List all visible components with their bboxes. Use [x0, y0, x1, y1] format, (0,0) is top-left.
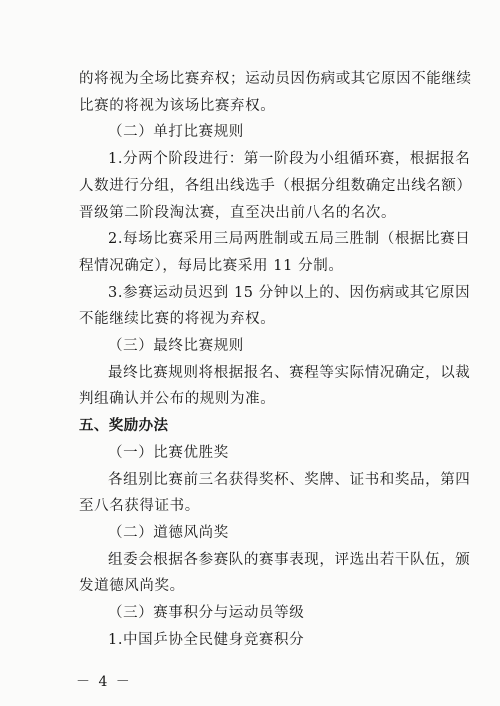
body-line-13: 判组确认并公布的规则为准。 [79, 391, 276, 408]
subheading-points-and-levels: （三）赛事积分与运动员等级 [108, 605, 305, 621]
body-line-19: 组委会根据各参赛队的赛事表现，评选出若干队伍，颁 [108, 551, 471, 568]
body-line-10: 不能继续比赛的将视为弃权。 [79, 311, 276, 328]
body-line-9: 3.参赛运动员迟到 15 分钟以上的、因伤病或其它原因 [108, 284, 471, 301]
body-line-12: 最终比赛规则将根据报名、赛程等实际情况确定，以裁 [108, 364, 471, 381]
body-line-1: 的将视为全场比赛弃权；运动员因伤病或其它原因不能继续 [79, 71, 472, 87]
subheading-sportsmanship-award: （二）道德风尚奖 [108, 524, 229, 541]
body-line-4: 1.分两个阶段进行：第一阶段为小组循环赛，根据报名 [108, 151, 471, 168]
body-line-6: 晋级第二阶段淘汰赛，直至决出前八名的名次。 [79, 204, 397, 221]
body-line-20: 发道德风尚奖。 [79, 578, 185, 595]
body-line-5: 人数进行分组，各组出线选手（根据分组数确定出线名额） [79, 177, 472, 194]
body-line-17: 至八名获得证书。 [79, 498, 200, 515]
body-line-7: 2.每场比赛采用三局两胜制或五局三胜制（根据比赛日 [108, 231, 471, 248]
subheading-singles-rules: （二）单打比赛规则 [108, 124, 244, 141]
subheading-winner-award: （一）比赛优胜奖 [108, 444, 229, 461]
body-line-16: 各组别比赛前三名获得奖杯、奖牌、证书和奖品，第四 [108, 471, 471, 488]
subheading-final-rules: （三）最终比赛规则 [108, 338, 244, 354]
body-line-8: 程情况确定），每局比赛采用 11 分制。 [79, 257, 344, 274]
body-line-2: 比赛的将视为该场比赛弃权。 [79, 97, 276, 114]
section-heading-rewards: 五、奖励办法 [79, 418, 169, 435]
page-number: － 4 － [76, 674, 132, 691]
body-line-22: 1.中国乒协全民健身竞赛积分 [108, 631, 305, 648]
